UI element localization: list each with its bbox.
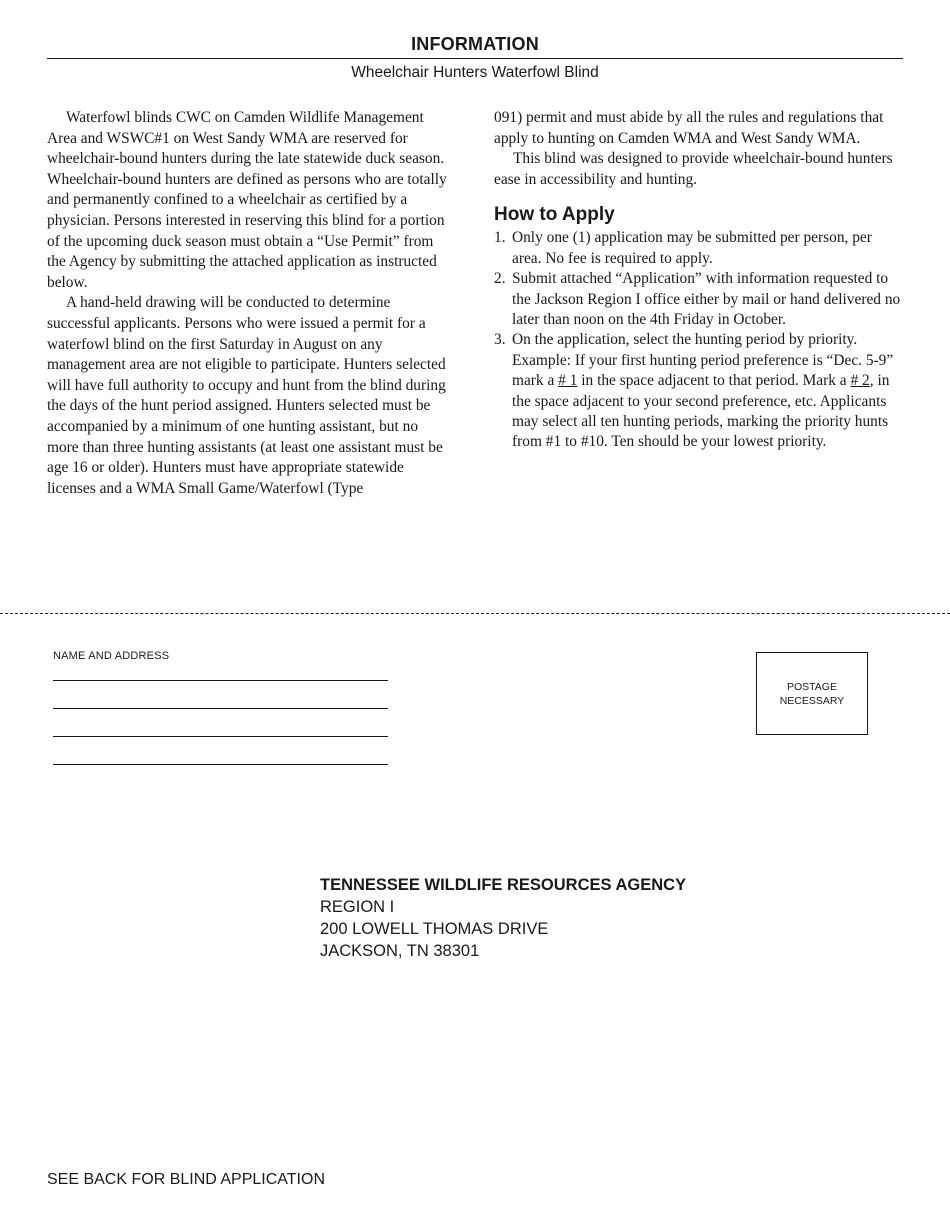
application-steps: [494, 228, 904, 452]
address-city: JACKSON, TN 38301: [320, 942, 480, 960]
address-line[interactable]: [53, 764, 388, 765]
postage-box: [756, 652, 868, 735]
footer-note: SEE BACK FOR BLIND APPLICATION: [47, 1171, 325, 1188]
address-street: 200 LOWELL THOMAS DRIVE: [320, 920, 549, 938]
step-number: 2.: [494, 270, 506, 288]
page-title: INFORMATION: [411, 34, 539, 54]
address-region: REGION I: [320, 898, 395, 916]
right-column: [494, 108, 904, 453]
permit-paragraph: 091) permit and must abide by all the rules and regulations that apply to hunting on Camden WMA and West Sandy WMA.: [494, 109, 884, 147]
step-text: , in the space adjacent to your second preference, etc. Applicants may select all ten hunting periods, marking the priority hunts from #1 to #10. Ten should be your lowest priority.: [512, 372, 890, 451]
mailing-address: [320, 874, 686, 962]
step-text: Submit attached “Application” with information requested to the Jackson Region I office either by mail or hand delivered no later than noon on the 4th Friday in October.: [512, 270, 901, 328]
cut-line: [0, 613, 950, 614]
agency-name: TENNESSEE WILDLIFE RESOURCES AGENCY: [320, 876, 687, 894]
address-line[interactable]: [53, 708, 388, 709]
accessibility-paragraph: This blind was designed to provide wheelchair-bound hunters ease in accessibility and hunting.: [494, 150, 893, 188]
how-to-apply-heading: How to Apply: [494, 204, 615, 226]
step-text: in the space adjacent to that period. Mark a: [577, 372, 851, 390]
step-number: 1.: [494, 229, 506, 247]
postage-text: NECESSARY: [779, 694, 845, 707]
address-line[interactable]: [53, 680, 388, 681]
name-address-label: NAME AND ADDRESS: [53, 650, 170, 662]
list-item: [494, 269, 904, 330]
list-item: [494, 330, 904, 452]
page-subtitle: Wheelchair Hunters Waterfowl Blind: [351, 64, 599, 81]
step-text: On the application, select the hunting period by priority. Example: If your first hunting period preference is “Dec. 5-9” mark a: [512, 331, 894, 390]
priority-mark-example: # 2: [850, 372, 870, 390]
left-column: [47, 108, 449, 499]
step-text: Only one (1) application may be submitted per person, per area. No fee is required to apply.: [512, 229, 872, 267]
priority-mark-example: # 1: [558, 372, 578, 390]
address-line[interactable]: [53, 736, 388, 737]
drawing-paragraph: A hand-held drawing will be conducted to determine successful applicants. Persons who were issued a permit for a waterfowl blind on the first Saturday in August on any management area are not eligible to participate. Hunters selected will have full authority to occupy and hunt from the blind during the days of the hunt period assigned. Hunters selected must be accompanied by a minimum of one hunting assistant, but no more than three hunting assistants (at least one assistant must be age 16 or older). Hunters must have appropriate statewide licenses and a WMA Small Game/Waterfowl (Type: [47, 294, 446, 497]
title-rule: [47, 58, 903, 59]
step-number: 3.: [494, 331, 506, 349]
intro-paragraph: Waterfowl blinds CWC on Camden Wildlife Management Area and WSWC#1 on West Sandy WMA are reserved for wheelchair-bound hunters during the late statewide duck season. Wheelchair-bound hunters are defined as persons who are totally and permanently confined to a wheelchair as certified by a physician. Persons interested in reserving this blind for a portion of the upcoming duck season must obtain a “Use Permit” from the Agency by submitting the attached application as instructed below.: [47, 109, 447, 291]
postage-text: POSTAGE: [787, 680, 837, 693]
list-item: [494, 228, 904, 269]
